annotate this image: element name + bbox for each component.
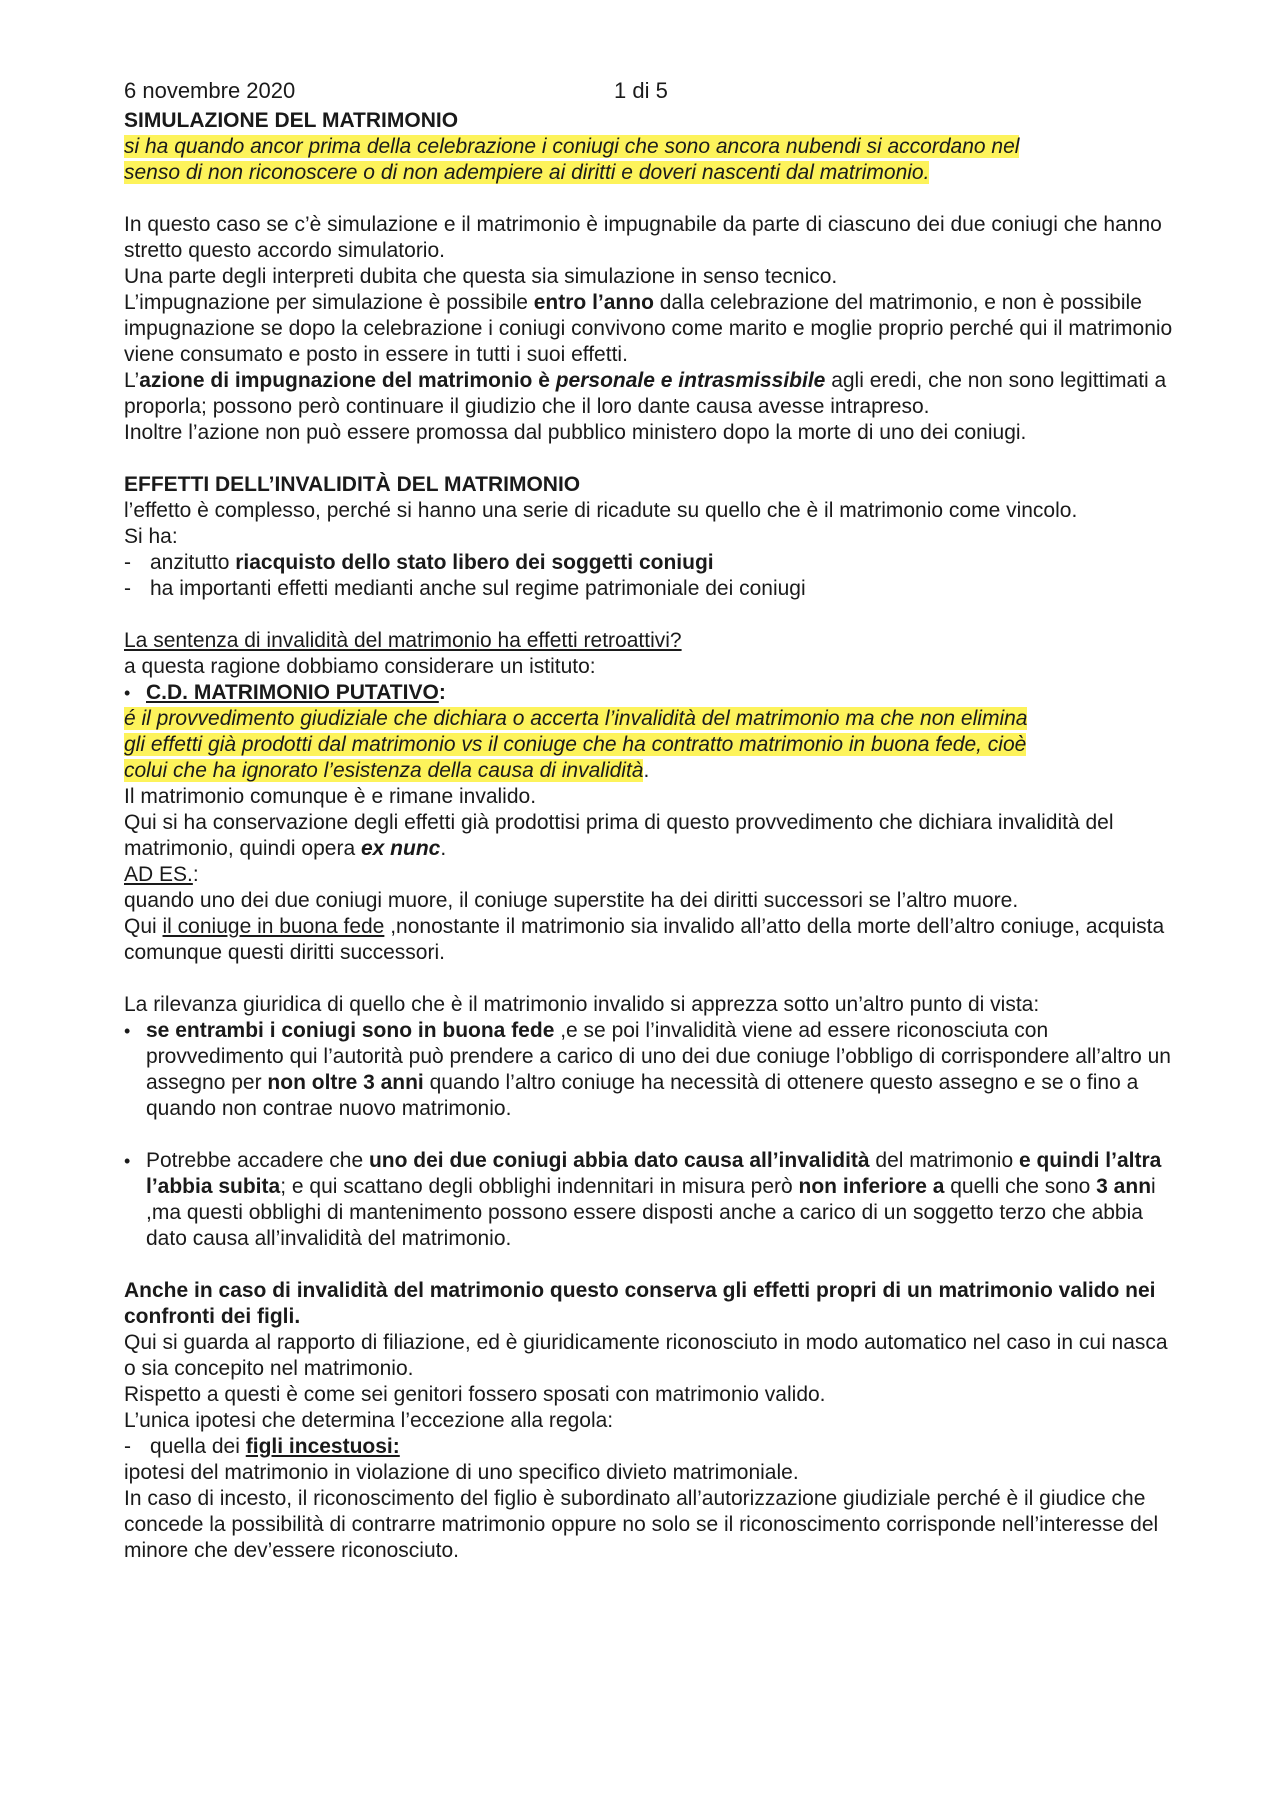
section-title-effetti: EFFETTI DELL’INVALIDITÀ DEL MATRIMONIO bbox=[124, 473, 581, 496]
paragraph: La rilevanza giuridica di quello che è il matrimonio invalido si apprezza sotto un’altro punto di vista: bbox=[124, 993, 1040, 1016]
paragraph: Qui il coniuge in buona fede ,nonostante il matrimonio sia invalido all’atto della morte dell’altro coniuge, acquista comunque questi diritti successori. bbox=[124, 915, 1165, 964]
paragraph: quando uno dei due coniugi muore, il coniuge superstite ha dei diritti successori se l’altro muore. bbox=[124, 889, 1019, 912]
bullet-list-item: • se entrambi i coniugi sono in buona fede ,e se poi l’invalidità viene ad essere riconosciuta con provvedimento qui l’autorità può prendere a carico di uno dei due coniuge l’obbligo di corrispondere all’altro un assegno per non oltre 3 anni quando l’altro coniuge ha necessità di ottenere questo assegno e se o fino a quando non contrae nuovo matrimonio. bbox=[124, 1018, 1184, 1122]
document-page bbox=[124, 78, 1184, 1564]
paragraph: Rispetto a questi è come sei genitori fossero sposati con matrimonio valido. bbox=[124, 1383, 826, 1406]
paragraph: In caso di incesto, il riconoscimento del figlio è subordinato all’autorizzazione giudiziale perché è il giudice che concede la possibilità di contrarre matrimonio oppure no solo se il riconoscimento corrisponde nell’interesse del minore che dev’essere riconosciuto. bbox=[124, 1487, 1159, 1562]
paragraph: Si ha: bbox=[124, 525, 178, 548]
dash-list-item: - anzitutto riacquisto dello stato libero dei soggetti coniugi bbox=[124, 550, 1184, 576]
dash-list-item: - quella dei figli incestuosi: bbox=[124, 1434, 1184, 1460]
page-number: 1 di 5 bbox=[614, 78, 668, 103]
highlight-definition: si ha quando ancor prima della celebrazione i coniugi che sono ancora nubendi si accordano nel senso di non riconoscere o di non adempiere ai diritti e doveri nascenti dal matrimonio. bbox=[124, 135, 1020, 184]
paragraph: Qui si ha conservazione degli effetti già prodottisi prima di questo provvedimento che dichiara invalidità del matrimonio, quindi opera ex nunc. bbox=[124, 811, 1114, 860]
paragraph: Inoltre l’azione non può essere promossa dal pubblico ministero dopo la morte di uno dei coniugi. bbox=[124, 421, 1027, 444]
header-date: 6 novembre 2020 bbox=[124, 78, 296, 103]
example-label: AD ES.: bbox=[124, 863, 199, 886]
question-heading: La sentenza di invalidità del matrimonio ha effetti retroattivi? bbox=[124, 629, 682, 652]
paragraph: L’unica ipotesi che determina l’eccezione alla regola: bbox=[124, 1409, 614, 1432]
paragraph: L’impugnazione per simulazione è possibile entro l’anno dalla celebrazione del matrimonio, e non è possibile impugnazione se dopo la celebrazione i coniugi convivono come marito e moglie proprio perché qui il matrimonio viene consumato e posto in essere in tutti i suoi effetti. bbox=[124, 291, 1173, 366]
section-title-simulazione: SIMULAZIONE DEL MATRIMONIO bbox=[124, 109, 459, 132]
paragraph: l’effetto è complesso, perché si hanno una serie di ricadute su quello che è il matrimonio come vincolo. bbox=[124, 499, 1078, 522]
bullet-list-item: • Potrebbe accadere che uno dei due coniugi abbia dato causa all’invalidità del matrimonio e quindi l’altra l’abbia subita; e qui scattano degli obblighi indennitari in misura però non inferiore a quelli che sono 3 anni ,ma questi obblighi di mantenimento possono essere disposti anche a carico di un soggetto terzo che abbia dato causa all’invalidità del matrimonio. bbox=[124, 1148, 1184, 1252]
paragraph: Qui si guarda al rapporto di filiazione, ed è giuridicamente riconosciuto in modo automatico nel caso in cui nasca o sia concepito nel matrimonio. bbox=[124, 1331, 1168, 1380]
paragraph: Una parte degli interpreti dubita che questa sia simulazione in senso tecnico. bbox=[124, 265, 838, 288]
paragraph: Il matrimonio comunque è e rimane invalido. bbox=[124, 785, 537, 808]
paragraph: L’azione di impugnazione del matrimonio è personale e intrasmissibile agli eredi, che non sono legittimati a proporla; possono però continuare il giudizio che il loro dante causa avesse intrapreso. bbox=[124, 369, 1167, 418]
paragraph: In questo caso se c’è simulazione e il matrimonio è impugnabile da parte di ciascuno dei due coniugi che hanno stretto questo accordo simulatorio. bbox=[124, 213, 1162, 262]
page-header bbox=[124, 78, 1184, 108]
bullet-putativo: • C.D. MATRIMONIO PUTATIVO: bbox=[124, 680, 1184, 706]
paragraph: a questa ragione dobbiamo considerare un istituto: bbox=[124, 655, 596, 678]
paragraph: ipotesi del matrimonio in violazione di uno specifico divieto matrimoniale. bbox=[124, 1461, 799, 1484]
bold-statement-figli: Anche in caso di invalidità del matrimonio questo conserva gli effetti propri di un matrimonio valido nei confronti dei figli. bbox=[124, 1279, 1156, 1328]
dash-list-item: - ha importanti effetti medianti anche sul regime patrimoniale dei coniugi bbox=[124, 576, 1184, 602]
highlight-putativo-definition: é il provvedimento giudiziale che dichiara o accerta l’invalidità del matrimonio ma che non elimina gli effetti già prodotti dal matrimonio vs il coniuge che ha contratto matrimonio in buona fede, cioè colui che ha ignorato l’esistenza della causa di invalidità. bbox=[124, 707, 1028, 782]
